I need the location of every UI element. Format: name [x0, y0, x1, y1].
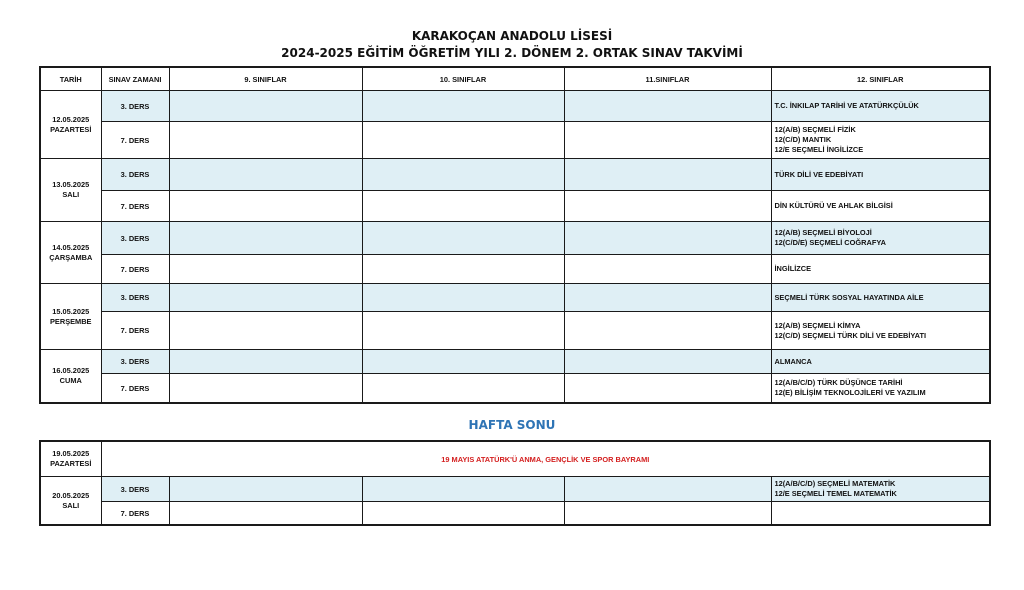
- exam-slot-cell: 7. DERS: [101, 122, 169, 159]
- grade-11-cell: [564, 350, 771, 374]
- school-title: KARAKOÇAN ANADOLU LİSESİ: [411, 29, 613, 43]
- table-row: [40, 91, 990, 122]
- grade-9-cell: [169, 222, 362, 255]
- exam-slot-cell: 3. DERS: [101, 91, 169, 122]
- date-text: 15.05.2025: [52, 306, 90, 316]
- exam-slot-cell: 7. DERS: [101, 374, 169, 404]
- table-row: [40, 477, 990, 502]
- header-slot: SINAV ZAMANI: [101, 67, 169, 91]
- grade-10-cell: [362, 502, 564, 526]
- exam-subject: DİN KÜLTÜRÜ VE AHLAK BİLGİSİ: [774, 201, 893, 210]
- grade-11-cell: [564, 122, 771, 159]
- grade-10-cell: [362, 159, 564, 191]
- date-text: 12.05.2025: [52, 114, 90, 124]
- grade-9-cell: [169, 312, 362, 350]
- second-week-table: [39, 440, 991, 526]
- grade-11-cell: [564, 159, 771, 191]
- grade-10-cell: [362, 284, 564, 312]
- grade-11-cell: [564, 502, 771, 526]
- date-text: 16.05.2025: [52, 366, 90, 375]
- exam-subject: 12(A/B/C/D) SEÇMELİ MATEMATİK: [774, 479, 896, 488]
- exam-slot-cell: 7. DERS: [101, 255, 169, 284]
- date-text: 20.05.2025: [52, 490, 90, 500]
- grade-12-cell: [771, 477, 990, 502]
- exam-slot-cell: 7. DERS: [101, 191, 169, 222]
- grade-9-cell: [169, 122, 362, 159]
- holiday-row: [40, 441, 990, 477]
- grade-10-cell: [362, 312, 564, 350]
- grade-10-cell: [362, 91, 564, 122]
- exam-slot-cell: 3. DERS: [101, 222, 169, 255]
- table-row: [40, 222, 990, 255]
- exam-subject: 12(A/B) SEÇMELİ KİMYA: [774, 320, 861, 330]
- grade-11-cell: [564, 222, 771, 255]
- grade-10-cell: [362, 191, 564, 222]
- table-row: [40, 312, 990, 350]
- grade-12-cell: [771, 284, 990, 312]
- date-text: 14.05.2025: [52, 242, 90, 252]
- exam-subject: ALMANCA: [774, 356, 812, 366]
- table-row: [40, 159, 990, 191]
- table-row: [40, 502, 990, 526]
- grade-9-cell: [169, 255, 362, 284]
- exam-subject: TÜRK DİLİ VE EDEBİYATI: [774, 169, 864, 179]
- exam-subject: 12/E SEÇMELİ TEMEL MATEMATİK: [774, 489, 897, 498]
- exam-subject: 12(E) BİLİŞİM TEKNOLOJİLERİ VE YAZILIM: [774, 388, 926, 397]
- table-header-row: [40, 67, 990, 91]
- grade-10-cell: [362, 350, 564, 374]
- grade-9-cell: [169, 284, 362, 312]
- exam-slot-cell: 7. DERS: [101, 502, 169, 526]
- holiday-text: 19 MAYIS ATATÜRK'Ü ANMA, GENÇLİK VE SPOR BAYRAMI: [101, 441, 990, 477]
- weekday-text: CUMA: [59, 376, 82, 385]
- exam-slot-cell: 3. DERS: [101, 477, 169, 502]
- header-grade-11: 11.SINIFLAR: [564, 67, 771, 91]
- weekday-text: PAZARTESİ: [50, 459, 92, 468]
- exam-subject: 12(C/D/E) SEÇMELİ COĞRAFYA: [774, 238, 886, 247]
- weekday-text: PAZARTESİ: [50, 124, 92, 134]
- grade-12-cell: [771, 255, 990, 284]
- exam-subject: 12(C/D) MANTIK: [774, 135, 832, 144]
- grade-12-cell: [771, 91, 990, 122]
- grade-10-cell: [362, 122, 564, 159]
- grade-11-cell: [564, 191, 771, 222]
- exam-subject: İNGİLİZCE: [774, 264, 812, 273]
- header-date: TARİH: [40, 67, 101, 91]
- exam-subject: 12(A/B/C/D) TÜRK DÜŞÜNCE TARİHİ: [774, 378, 903, 387]
- exam-subject: 12(C/D) SEÇMELİ TÜRK DİLİ VE EDEBİYATI: [774, 330, 927, 340]
- weekday-text: PERŞEMBE: [50, 316, 92, 326]
- header-grade-9: 9. SINIFLAR: [169, 67, 362, 91]
- grade-11-cell: [564, 477, 771, 502]
- table-row: [40, 191, 990, 222]
- grade-10-cell: [362, 222, 564, 255]
- table-row: [40, 350, 990, 374]
- exam-subject: 12(A/B) SEÇMELİ FİZİK: [774, 125, 856, 134]
- grade-11-cell: [564, 374, 771, 404]
- date-cell: [40, 477, 101, 526]
- date-text: 19.05.2025: [52, 449, 90, 458]
- grade-12-cell: [771, 350, 990, 374]
- exam-slot-cell: 3. DERS: [101, 350, 169, 374]
- table-row: [40, 284, 990, 312]
- header-grade-12: 12. SINIFLAR: [771, 67, 990, 91]
- grade-11-cell: [564, 255, 771, 284]
- grade-12-cell: [771, 502, 990, 526]
- exam-subject: SEÇMELİ TÜRK SOSYAL HAYATINDA AİLE: [774, 292, 924, 302]
- grade-12-cell: [771, 122, 990, 159]
- weekend-label: HAFTA SONU: [468, 418, 556, 432]
- grade-9-cell: [169, 374, 362, 404]
- exam-slot-cell: 3. DERS: [101, 284, 169, 312]
- exam-subject: 12(A/B) SEÇMELİ BİYOLOJİ: [774, 228, 872, 237]
- grade-12-cell: [771, 159, 990, 191]
- grade-9-cell: [169, 350, 362, 374]
- grade-10-cell: [362, 255, 564, 284]
- grade-12-cell: [771, 312, 990, 350]
- date-cell: [40, 284, 101, 350]
- weekday-text: SALI: [62, 500, 80, 510]
- grade-12-cell: [771, 374, 990, 404]
- grade-9-cell: [169, 502, 362, 526]
- date-cell: [40, 91, 101, 159]
- date-cell: [40, 222, 101, 284]
- grade-12-cell: [771, 222, 990, 255]
- grade-12-cell: [771, 191, 990, 222]
- grade-11-cell: [564, 91, 771, 122]
- date-cell: [40, 159, 101, 222]
- holiday-date-cell: [40, 441, 101, 477]
- date-cell: [40, 350, 101, 404]
- grade-9-cell: [169, 159, 362, 191]
- grade-9-cell: [169, 477, 362, 502]
- exam-subject: T.C. İNKILAP TARİHİ VE ATATÜRKÇÜLÜK: [774, 101, 919, 110]
- grade-9-cell: [169, 191, 362, 222]
- grade-10-cell: [362, 477, 564, 502]
- weekday-text: ÇARŞAMBA: [49, 252, 93, 262]
- grade-11-cell: [564, 284, 771, 312]
- table-row: [40, 122, 990, 159]
- header-grade-10: 10. SINIFLAR: [362, 67, 564, 91]
- exam-subject: 12/E SEÇMELİ İNGİLİZCE: [774, 145, 864, 154]
- exam-slot-cell: 7. DERS: [101, 312, 169, 350]
- grade-9-cell: [169, 91, 362, 122]
- table-row: [40, 255, 990, 284]
- grade-10-cell: [362, 374, 564, 404]
- date-text: 13.05.2025: [52, 180, 90, 189]
- grade-11-cell: [564, 312, 771, 350]
- weekday-text: SALI: [62, 190, 80, 199]
- table-row: [40, 374, 990, 404]
- schedule-subtitle: 2024-2025 EĞİTİM ÖĞRETİM YILI 2. DÖNEM 2. ORTAK SINAV TAKVİMİ: [281, 46, 743, 60]
- exam-slot-cell: 3. DERS: [101, 159, 169, 191]
- exam-schedule-table: [39, 66, 991, 404]
